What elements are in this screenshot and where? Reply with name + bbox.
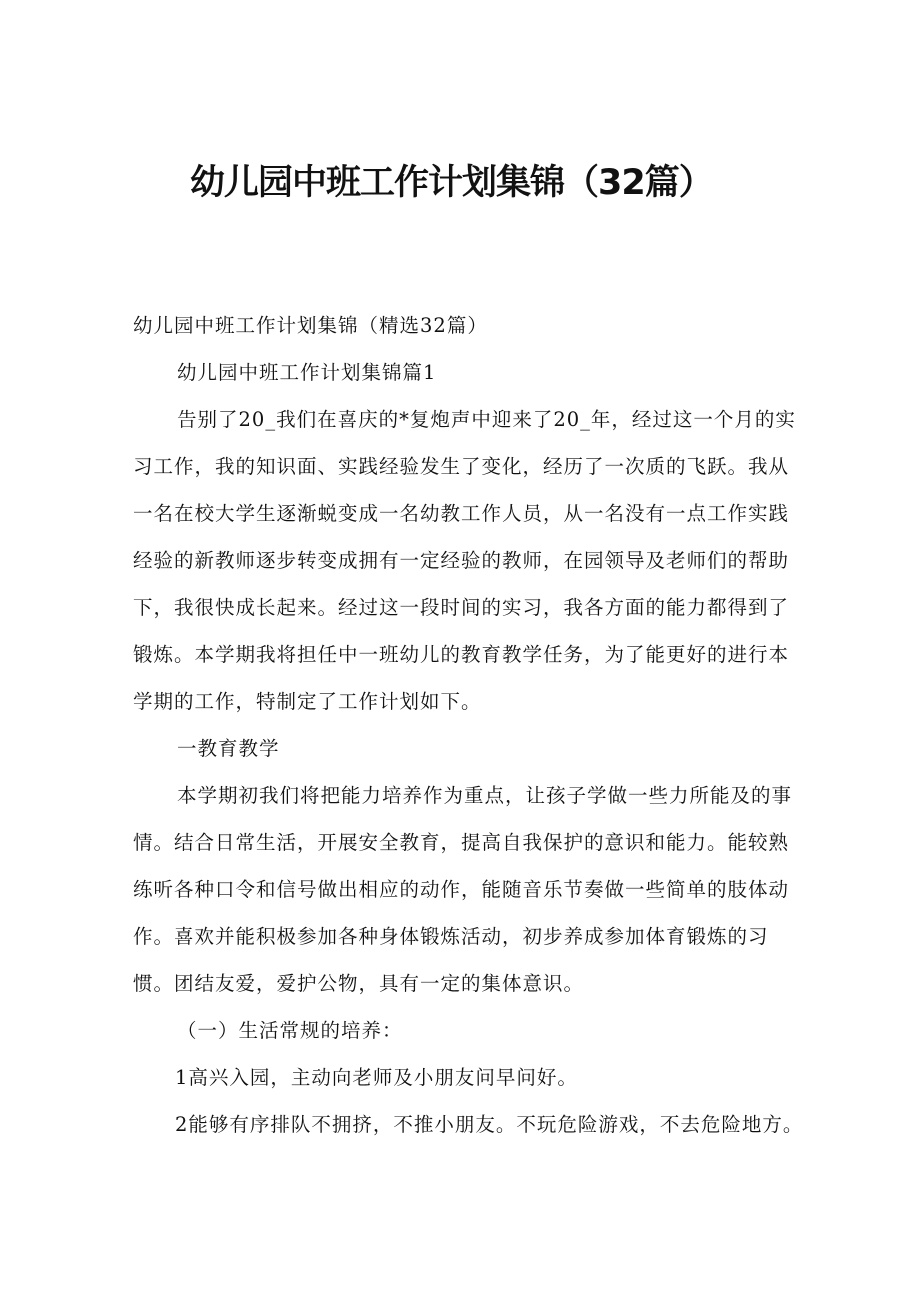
part-line: 惯。团结友爱，爱护公物，具有一定的集体意识。: [133, 972, 585, 995]
part-line: 练听各种口令和信号做出相应的动作，能随音乐节奏做一些简单的肢体动: [133, 878, 790, 901]
section-heading: 幼儿园中班工作计划集锦篇1: [177, 361, 437, 384]
intro-line: 下，我很快成长起来。经过这一段时间的实习，我各方面的能力都得到了: [133, 596, 790, 619]
list-item: 1高兴入园，主动向老师及小朋友问早问好。: [175, 1066, 578, 1089]
intro-line: 告别了20_我们在喜庆的*复炮声中迎来了20_年，经过这一个月的实: [177, 408, 796, 431]
sub-heading: （一）生活常规的培养：: [177, 1019, 403, 1042]
part-line: 情。结合日常生活，开展安全教育，提高自我保护的意识和能力。能较熟: [133, 831, 790, 854]
intro-line: 锻炼。本学期我将担任中一班幼儿的教育教学任务，为了能更好的进行本: [133, 643, 790, 666]
document-title: 幼儿园中班工作计划集锦（32篇）: [190, 163, 713, 203]
intro-line: 学期的工作，特制定了工作计划如下。: [133, 690, 482, 713]
intro-line: 经验的新教师逐步转变成拥有一定经验的教师，在园领导及老师们的帮助: [133, 549, 790, 572]
part-heading: 一教育教学: [177, 737, 280, 760]
intro-line: 习工作，我的知识面、实践经验发生了变化，经历了一次质的飞跃。我从: [133, 455, 790, 478]
document-subtitle: 幼儿园中班工作计划集锦（精选32篇）: [133, 314, 488, 337]
intro-line: 一名在校大学生逐渐蜕变成一名幼教工作人员，从一名没有一点工作实践: [133, 502, 790, 525]
part-line: 作。喜欢并能积极参加各种身体锻炼活动，初步养成参加体育锻炼的习: [133, 925, 769, 948]
list-item: 2能够有序排队不拥挤，不推小朋友。不玩危险游戏，不去危险地方。: [175, 1113, 804, 1136]
part-line: 本学期初我们将把能力培养作为重点，让孩子学做一些力所能及的事: [177, 784, 793, 807]
document-body: [133, 302, 804, 1148]
